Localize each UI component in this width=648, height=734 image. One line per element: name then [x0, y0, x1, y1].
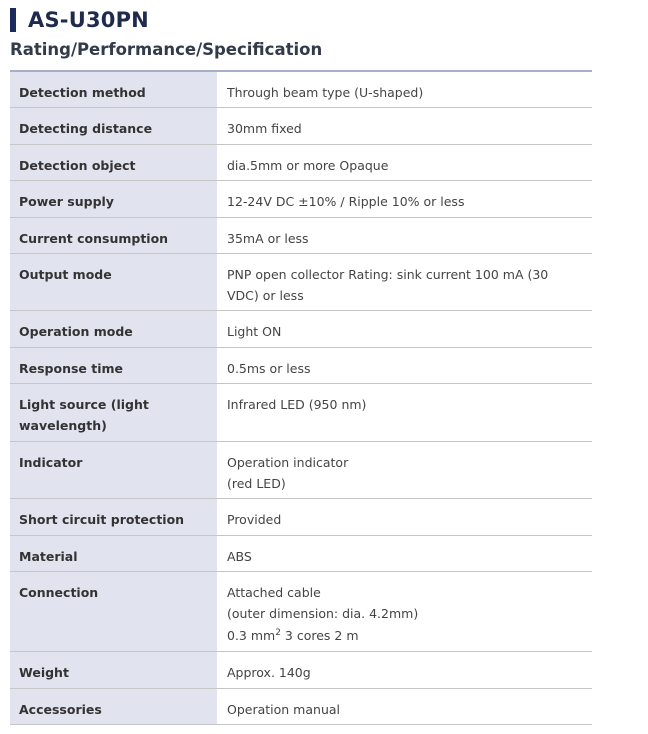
table-row	[10, 651, 592, 688]
table-row	[10, 144, 592, 180]
spec-value-line: Operation indicator	[227, 454, 349, 470]
table-row	[10, 347, 592, 383]
spec-value-line: Operation manual	[227, 701, 340, 717]
spec-value	[217, 498, 592, 535]
spec-label: Detecting distance	[10, 107, 217, 144]
table-row	[10, 383, 592, 441]
spec-value-line: 12-24V DC ±10% / Ripple 10% or less	[227, 193, 465, 209]
spec-label: Response time	[10, 347, 217, 383]
section-title: Rating/Performance/Specification	[10, 40, 323, 59]
spec-label: Current consumption	[10, 217, 217, 253]
spec-value-line: Approx. 140g	[227, 664, 311, 680]
spec-value	[217, 347, 592, 383]
spec-value	[217, 310, 592, 347]
spec-value-line: Attached cable	[227, 584, 321, 600]
spec-label: Short circuit protection	[10, 498, 217, 535]
spec-value	[217, 144, 592, 180]
spec-value	[217, 688, 592, 724]
spec-label: Material	[10, 535, 217, 571]
table-row	[10, 253, 592, 310]
title-accent-bar	[10, 8, 16, 32]
table-row	[10, 71, 592, 107]
table-row	[10, 180, 592, 217]
spec-value	[217, 571, 592, 651]
spec-value-line: Infrared LED (950 nm)	[227, 396, 367, 412]
spec-label: Light source (light wavelength)	[10, 383, 217, 441]
table-row	[10, 107, 592, 144]
cable-size-line	[227, 625, 572, 647]
spec-value-line: 35mA or less	[227, 230, 309, 246]
spec-label: Accessories	[10, 688, 217, 724]
table-row	[10, 217, 592, 253]
spec-value	[217, 383, 592, 441]
spec-label: Connection	[10, 571, 217, 651]
spec-value-line: Through beam type (U-shaped)	[227, 85, 424, 100]
cable-size-suffix: 3 cores 2 m	[280, 627, 359, 643]
spec-value-line: (outer dimension: dia. 4.2mm)	[227, 606, 419, 621]
table-row	[10, 310, 592, 347]
spec-value	[217, 71, 592, 107]
spec-value	[217, 107, 592, 144]
spec-value-line: ABS	[227, 548, 252, 564]
spec-value-line: PNP open collector Rating: sink current 100 mA (30 VDC) or less	[227, 266, 549, 303]
spec-label: Output mode	[10, 253, 217, 310]
table-row	[10, 498, 592, 535]
spec-value-line: 0.5ms or less	[227, 360, 311, 376]
spec-value	[217, 441, 592, 498]
spec-label: Indicator	[10, 441, 217, 498]
spec-value	[217, 535, 592, 571]
spec-label: Weight	[10, 651, 217, 688]
spec-table	[10, 70, 592, 725]
page-title: AS-U30PN	[28, 8, 149, 32]
spec-value-line: (red LED)	[227, 476, 286, 491]
spec-value	[217, 217, 592, 253]
table-row	[10, 535, 592, 571]
page-header	[10, 8, 149, 32]
spec-value-line: dia.5mm or more Opaque	[227, 157, 389, 173]
spec-value-line: Light ON	[227, 323, 282, 339]
spec-value	[217, 651, 592, 688]
spec-value-line: 30mm fixed	[227, 120, 302, 136]
table-row	[10, 571, 592, 651]
spec-label: Detection method	[10, 71, 217, 107]
cable-size-prefix: 0.3 mm	[227, 627, 276, 643]
spec-value	[217, 253, 592, 310]
cable-size-superscript: 2	[275, 627, 281, 638]
spec-label: Operation mode	[10, 310, 217, 347]
table-row	[10, 441, 592, 498]
table-row	[10, 688, 592, 724]
spec-value	[217, 180, 592, 217]
spec-value-line: Provided	[227, 511, 282, 527]
spec-label: Detection object	[10, 144, 217, 180]
spec-label: Power supply	[10, 180, 217, 217]
